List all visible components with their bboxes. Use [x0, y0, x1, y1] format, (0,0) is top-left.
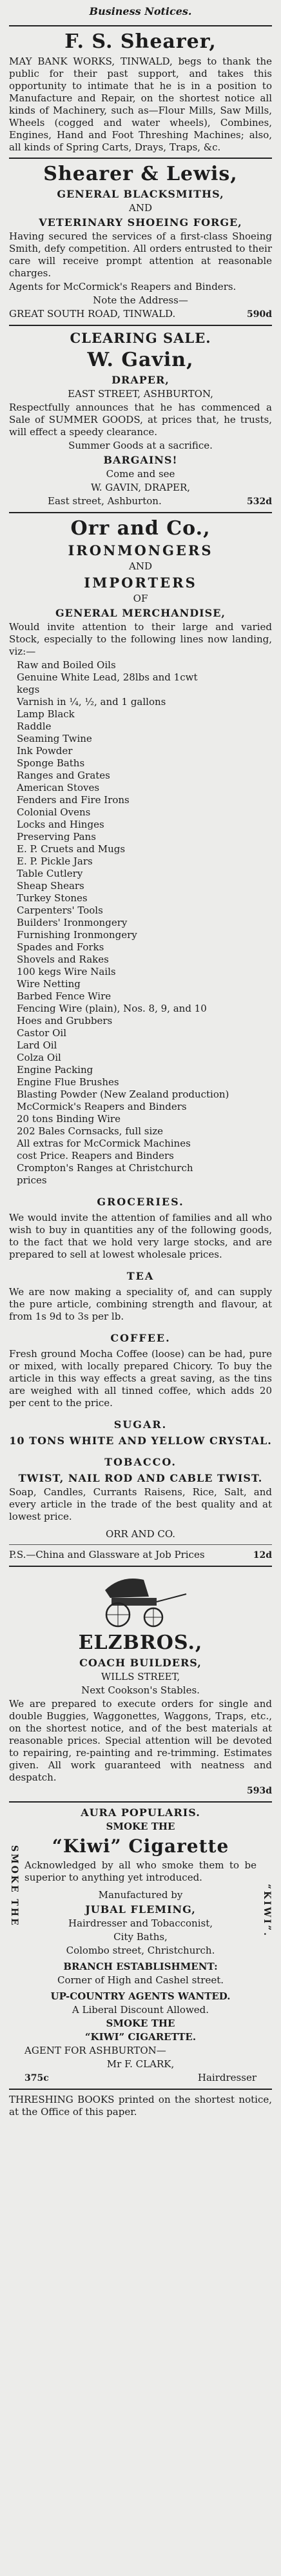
kiwi-branch: BRANCH ESTABLISHMENT: — [63, 1961, 218, 1972]
orr-signature: ORR AND CO. — [105, 1528, 176, 1540]
gavin-heading: CLEARING SALE. — [70, 330, 211, 346]
shearer-lewis-address-row — [9, 308, 272, 321]
list-item: Shovels and Rakes — [17, 954, 109, 965]
list-item: Locks and Hinges — [17, 819, 104, 830]
groceries-heading: GROCERIES. — [97, 1196, 184, 1208]
soap-text: Soap, Candles, Currants Raisens, Rice, Salt, and every article in the trade of the best quality and at lowest price. — [9, 1486, 272, 1522]
list-item: Raw and Boiled Oils — [17, 659, 116, 671]
kiwi-discount: A Liberal Discount Allowed. — [72, 2004, 209, 2016]
sugar-text: 10 TONS WHITE AND YELLOW CRYSTAL. — [9, 1435, 272, 1447]
shearer-lewis-name: Shearer & Lewis, — [43, 163, 238, 185]
list-item: Spades and Forks — [17, 941, 104, 953]
gavin-address: East street, Ashburton. — [48, 495, 162, 507]
elzbros-street: WILLS STREET, — [101, 1671, 180, 1682]
orr-ref: 12d — [253, 1550, 272, 1560]
kiwi-maker-addr1: City Baths, — [113, 1931, 168, 1943]
divider — [9, 1544, 272, 1545]
list-item: Barbed Fence Wire — [17, 990, 111, 1002]
elzbros-ad — [9, 1571, 272, 1797]
shearer-lewis-agents: Agents for McCormick's Reapers and Binders. — [9, 281, 237, 292]
threshing-books-text: THRESHING BOOKS printed on the shortest notice, at the Office of this paper. — [9, 2094, 272, 2118]
list-item: Engine Flue Brushes — [17, 1076, 119, 1088]
gavin-street: EAST STREET, ASHBURTON, — [68, 388, 213, 400]
gavin-come: Come and see — [106, 468, 175, 480]
kiwi-aura: AURA POPULARIS. — [81, 1806, 200, 1819]
list-item: kegs — [17, 684, 40, 695]
divider — [9, 158, 272, 159]
list-item: Varnish in ¼, ½, and 1 gallons — [17, 696, 166, 708]
list-item: Lamp Black — [17, 708, 75, 720]
buggy-illustration-row — [9, 1571, 272, 1629]
list-item: Ink Powder — [17, 745, 73, 757]
kiwi-smoke-the: SMOKE THE — [106, 2018, 175, 2029]
kiwi-ref: 375c — [24, 2073, 49, 2083]
coffee-heading: COFFEE. — [110, 1332, 171, 1344]
list-item: Hoes and Grubbers — [17, 1015, 113, 1027]
orr-intro: Would invite attention to their large and varied Stock, especially to the following lines now landing, viz:— — [9, 621, 272, 657]
orr-of: OF — [133, 593, 148, 604]
list-item: Wire Netting — [17, 978, 81, 990]
shearer-text: MAY BANK WORKS, TINWALD, begs to thank the public for their past support, and takes this opportunity to intimate that he is in a position to Manufacture and Repair, on the shortest notice all kinds of Machinery, such as—Flour Mills, Saw Mills, Wheels (cogged and water wheels), Combines, Engines, Hand and Foot Threshing Machines; also, all kinds of Spring Carts, Drays, Traps, &c. — [9, 56, 272, 153]
elzbros-name: ELZBROS., — [78, 1631, 203, 1654]
list-item: All extras for McCormick Machines — [17, 1138, 191, 1149]
shearer-lewis-note: Note the Address— — [93, 294, 188, 306]
shearer-lewis-text: Having secured the services of a first-class Shoeing Smith, defy competition. All orders entrusted to their care will receive prompt attention at reasonable charges. — [9, 230, 272, 279]
gavin-text: Respectfully announces that he has commenced a Sale of SUMMER GOODS, at prices that, he trusts, will effect a speedy clearance. — [9, 402, 272, 438]
list-item: Table Cutlery — [17, 868, 83, 879]
page-title: Business Notices. — [89, 5, 192, 17]
orr-ad — [9, 517, 272, 1562]
list-item: Colza Oil — [17, 1052, 61, 1063]
shearer-lewis-ad — [9, 163, 272, 321]
list-item: 202 Bales Cornsacks, full size — [17, 1125, 164, 1137]
list-item: Seaming Twine — [17, 733, 92, 744]
divider — [9, 1801, 272, 1803]
gavin-name: W. Gavin, — [87, 349, 194, 371]
tea-text: We are now making a speciality of, and can supply the pure article, combining strength and flavour, at from 1s 9d to 3s per lb. — [9, 1286, 272, 1322]
orr-trade: IRONMONGERS — [68, 542, 213, 558]
list-item: E. P. Pickle Jars — [17, 855, 93, 867]
list-item: Builders' Ironmongery — [17, 917, 128, 928]
list-item: Sheap Shears — [17, 880, 84, 892]
list-item: Blasting Powder (New Zealand production) — [17, 1089, 229, 1100]
list-item: Preserving Pans — [17, 831, 96, 843]
gavin-ref: 532d — [246, 496, 272, 507]
list-item: E. P. Cruets and Mugs — [17, 843, 126, 855]
gavin-summer: Summer Goods at a sacrifice. — [68, 440, 213, 451]
orr-general: GENERAL MERCHANDISE, — [55, 607, 226, 619]
shearer-lewis-forge: VETERINARY SHOEING FORGE, — [39, 216, 242, 229]
elzbros-next: Next Cookson's Stables. — [81, 1684, 200, 1696]
list-item: McCormick's Reapers and Binders — [17, 1101, 187, 1112]
sugar-heading: SUGAR. — [113, 1418, 168, 1431]
list-item: Genuine White Lead, 28lbs and 1cwt — [17, 671, 198, 683]
gavin-address-row — [9, 495, 272, 508]
shearer-ad — [9, 30, 272, 154]
kiwi-branch-addr: Corner of High and Cashel street. — [57, 1974, 224, 1986]
kiwi-maker: JUBAL FLEMING, — [85, 1903, 196, 1916]
gavin-signature: W. GAVIN, DRAPER, — [90, 482, 191, 493]
kiwi-text: Acknowledged by all who smoke them to be superior to anything yet introduced. — [24, 1859, 257, 1883]
list-item: 100 kegs Wire Nails — [17, 966, 116, 977]
kiwi-maker-trade: Hairdresser and Tobacconist, — [68, 1917, 213, 1929]
kiwi-up: UP-COUNTRY AGENTS WANTED. — [50, 1990, 231, 2002]
list-item: Castor Oil — [17, 1027, 67, 1039]
orr-importers: IMPORTERS — [84, 575, 197, 591]
elzbros-text: We are prepared to execute orders for single and double Buggies, Waggonettes, Waggons, Traps, etc., on the shortest notice, and of the best materials at reasonable prices. Special attention will be devoted to repairing, re-painting and re-trimming. Estimates given. All work guaranteed with neatness and despatch. — [9, 1698, 272, 1783]
orr-name: Orr and Co., — [70, 517, 211, 540]
list-item: Sponge Baths — [17, 757, 85, 769]
shearer-lewis-and: AND — [129, 202, 152, 214]
list-item: Fencing Wire (plain), Nos. 8, 9, and 10 — [17, 1003, 207, 1014]
list-item: Raddle — [17, 721, 52, 732]
kiwi-side-right: “KIWI”. — [262, 1884, 272, 1937]
threshing-books-ad — [9, 2094, 272, 2118]
kiwi-agent: Mr F. CLARK, — [106, 2058, 175, 2070]
orr-and: AND — [129, 560, 152, 572]
kiwi-agent-row — [24, 2072, 257, 2085]
kiwi-side-left: SMOKE THE — [9, 1845, 19, 1927]
divider — [9, 512, 272, 513]
kiwi-manu: Manufactured by — [98, 1889, 183, 1901]
list-item: Engine Packing — [17, 1064, 93, 1076]
orr-item-list — [9, 659, 272, 1187]
kiwi-maker-addr2: Colombo street, Christchurch. — [66, 1945, 215, 1956]
divider — [9, 1566, 272, 1567]
list-item: prices — [17, 1174, 47, 1186]
elzbros-trade: COACH BUILDERS, — [79, 1657, 202, 1669]
groceries-text: We would invite the attention of families and all who wish to buy in quantities any of the following goods, to the fact that we hold very large stocks, and are prepared to sell at lowest wholesale prices. — [9, 1212, 272, 1260]
divider — [9, 325, 272, 326]
shearer-lewis-address: GREAT SOUTH ROAD, TINWALD. — [9, 308, 176, 320]
kiwi-title: “Kiwi” Cigarette — [52, 1835, 229, 1857]
kiwi-agent-for: AGENT FOR ASHBURTON— — [24, 2045, 166, 2056]
list-item: Crompton's Ranges at Christchurch — [17, 1162, 193, 1174]
kiwi-ad — [9, 1806, 272, 2085]
list-item: 20 tons Binding Wire — [17, 1113, 121, 1125]
kiwi-agent-trade: Hairdresser — [197, 2072, 257, 2083]
tobacco-heading: TOBACCO. — [104, 1456, 177, 1468]
shearer-name: F. S. Shearer, — [64, 30, 217, 53]
orr-ps: P.S.—China and Glassware at Job Prices — [9, 1549, 205, 1560]
kiwi-small: “KIWI” CIGARETTE. — [84, 2031, 197, 2043]
list-item: Lard Oil — [17, 1039, 57, 1051]
coffee-text: Fresh ground Mocha Coffee (loose) can be had, pure or mixed, with locally prepared Chicory. To buy the article in this way effects a great saving, as the tins are weighed with all tinned coffee, which adds 20 per cent to the price. — [9, 1348, 272, 1409]
buggy-icon — [92, 1571, 189, 1629]
shearer-lewis-ref: 590d — [246, 309, 272, 320]
list-item: cost Price. Reapers and Binders — [17, 1150, 174, 1161]
list-item: Ranges and Grates — [17, 770, 110, 781]
list-item: Carpenters' Tools — [17, 905, 103, 916]
divider — [9, 2089, 272, 2090]
tobacco-text: TWIST, NAIL ROD AND CABLE TWIST. — [18, 1472, 263, 1484]
list-item: Furnishing Ironmongery — [17, 929, 137, 941]
list-item: American Stoves — [17, 782, 100, 793]
list-item: Fenders and Fire Irons — [17, 794, 130, 806]
tea-heading: TEA — [126, 1270, 155, 1282]
kiwi-smoke: SMOKE THE — [106, 1821, 175, 1832]
shearer-lewis-trade: GENERAL BLACKSMITHS, — [57, 188, 224, 200]
list-item: Colonial Ovens — [17, 806, 91, 818]
orr-ps-row — [9, 1549, 272, 1562]
gavin-trade: DRAPER, — [111, 374, 170, 386]
gavin-ad — [9, 330, 272, 508]
divider — [9, 25, 272, 26]
gavin-bargains: BARGAINS! — [103, 454, 178, 466]
elzbros-ref: 593d — [246, 1786, 272, 1796]
list-item: Turkey Stones — [17, 892, 88, 904]
